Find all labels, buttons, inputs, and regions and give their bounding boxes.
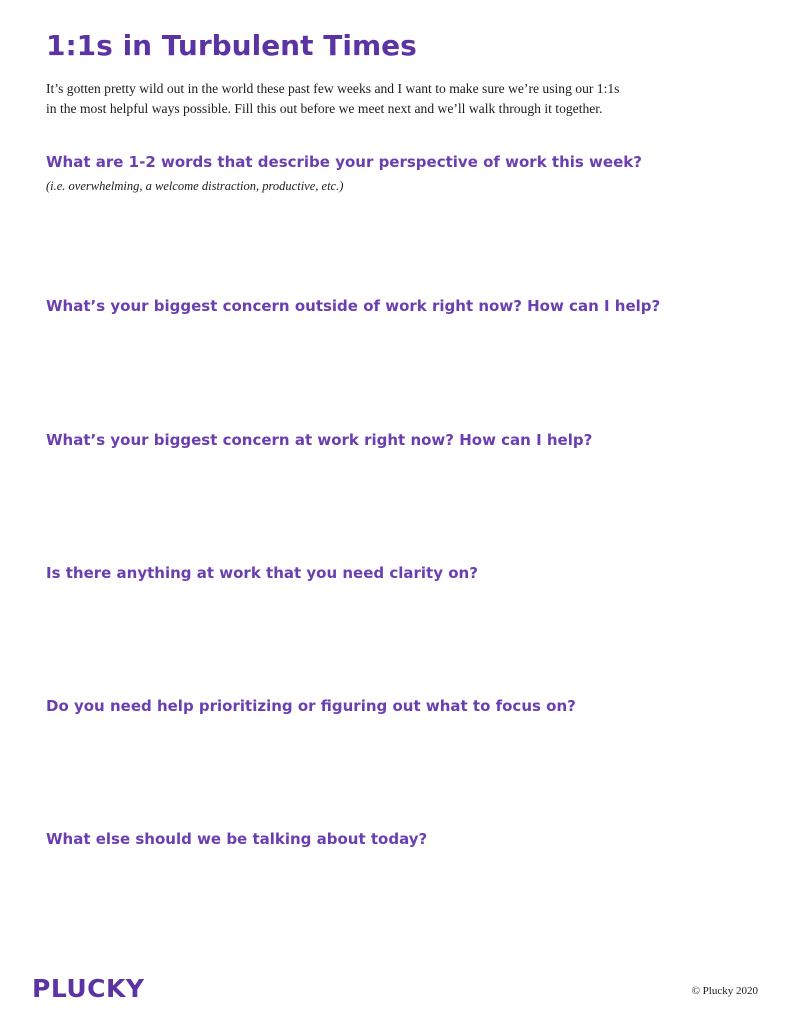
question-3: What’s your biggest concern at work right now? How can I help? [46,431,593,449]
question-1-hint: (i.e. overwhelming, a welcome distraction, productive, etc.) [46,179,344,193]
intro-line-2: in the most helpful ways possible. Fill this out before we meet next and we’ll walk through it together. [46,101,603,116]
page-title: 1:1s in Turbulent Times [46,29,417,62]
question-5: Do you need help prioritizing or figuring out what to focus on? [46,697,576,715]
plucky-logo-wordmark [32,973,158,1001]
intro-line-1: It’s gotten pretty wild out in the world these past few weeks and I want to make sure we’re using our 1:1s [46,81,620,96]
plucky-logo-text: PLUCKY [32,974,145,1001]
copyright-notice: © Plucky 2020 [691,985,758,997]
question-6: What else should we be talking about today? [46,830,428,848]
plucky-logo [32,973,158,1001]
question-1: What are 1-2 words that describe your perspective of work this week? [46,153,642,171]
intro-paragraph [46,79,746,119]
question-2: What’s your biggest concern outside of work right now? How can I help? [46,297,661,315]
question-4: Is there anything at work that you need clarity on? [46,564,478,582]
